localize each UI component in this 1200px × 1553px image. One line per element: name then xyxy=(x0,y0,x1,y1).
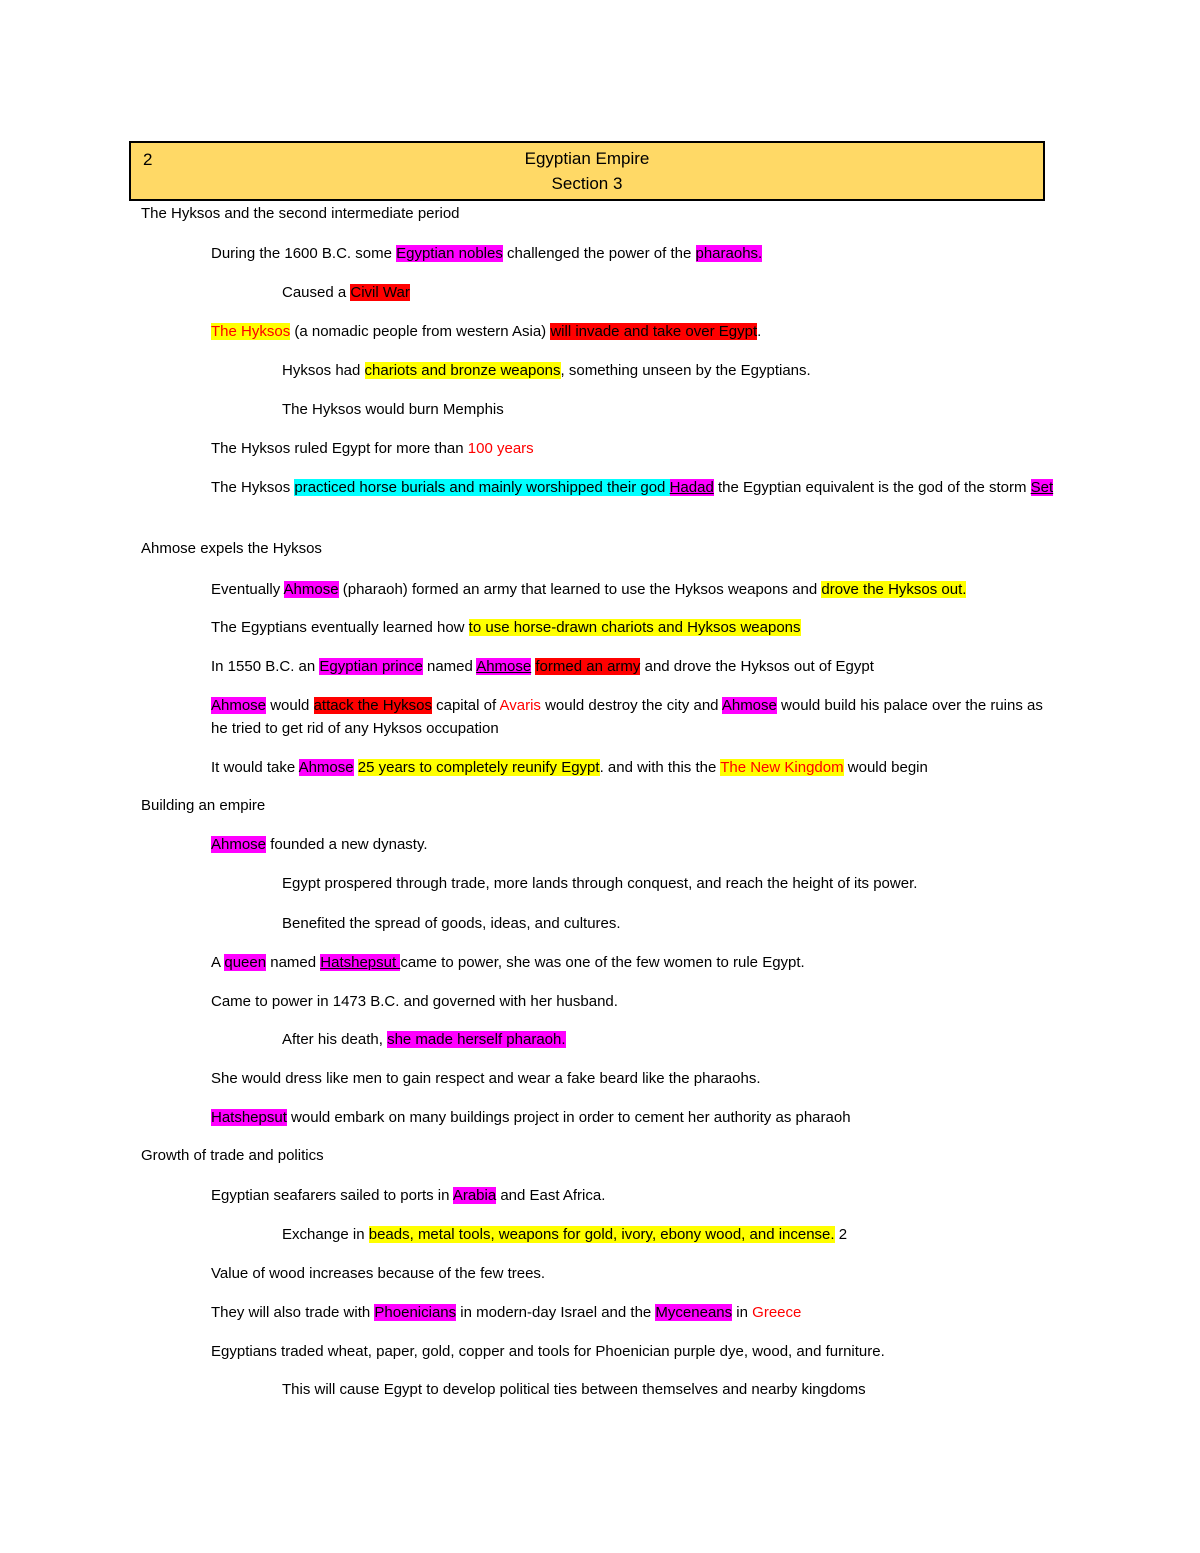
page-subtitle: Section 3 xyxy=(551,174,623,193)
section-heading: The Hyksos and the second intermediate period xyxy=(141,205,460,222)
section-heading: Building an empire xyxy=(141,797,266,814)
title-box xyxy=(129,141,1045,201)
document-page: 2 Egyptian Empire Section 3 The Hyksos and the second intermediate period During the 1600 B.C. some Egyptian nobles challenged the power of the pharaohs. Caused a Civil War The Hyksos (a nomadic people from western Asia) will invade and take over Egypt. Hyksos had chariots and bronze weapons, something unseen by the Egyptians. The Hyksos would burn Memphis The Hyksos ruled Egypt for more than 100 years The Hyksos practiced horse burials and mainly worshipped their god Hadad the Egyptian equivalent is the god of the storm Set Ahmose expels the Hyksos Eventually Ahmose (pharaoh) formed an army that learned to use the Hyksos weapons and drove the Hyksos out. The Egyptians eventually learned how to use horse-drawn chariots and Hyksos weapons In 1550 B.C. an Egyptian prince named Ahmose formed an army and drove the Hyksos out of Egypt Ahmose would attack the Hyksos capital of Avaris would destroy the city and Ahmose would build his palace over the ruins as he tried to get rid of any Hyksos occupation It would take Ahmose 25 years to completely reunify Egypt. and with this the The New Kingdom would begin Building an empire Ahmose founded a new dynasty. Egypt prospered through trade, more lands through conquest, and reach the height of its power. Benefited the spread of goods, ideas, and cultures. A queen named Hatshepsut came to power, she was one of the few women to rule Egypt. Came to power in 1473 B.C. and governed with her husband. After his death, she made herself pharaoh. She would dress like men to gain respect and wear a fake beard like the pharaohs. Hatshepsut would embark on many buildings project in order to cement her authority as pharaoh Growth of trade and politics Egyptian seafarers sailed to ports in Arabia and East Africa. Exchange in beads, metal tools, weapons for gold, ivory, ebony wood, and incense. 2 Value of wood increases because of the few trees. They will also trade with Phoenicians in modern-day Israel and the Myceneans in Greece Egyptians traded wheat, paper, gold, copper and tools for Phoenician purple dye, wood, and furniture. This will cause Egypt to develop political ties between themselves and nearby kingdoms xyxy=(0,0,1200,1553)
page-title: Egyptian Empire xyxy=(524,149,650,168)
section-heading: Growth of trade and politics xyxy=(141,1147,324,1164)
section-number: 2 xyxy=(143,150,153,169)
section-heading: Ahmose expels the Hyksos xyxy=(141,540,322,557)
